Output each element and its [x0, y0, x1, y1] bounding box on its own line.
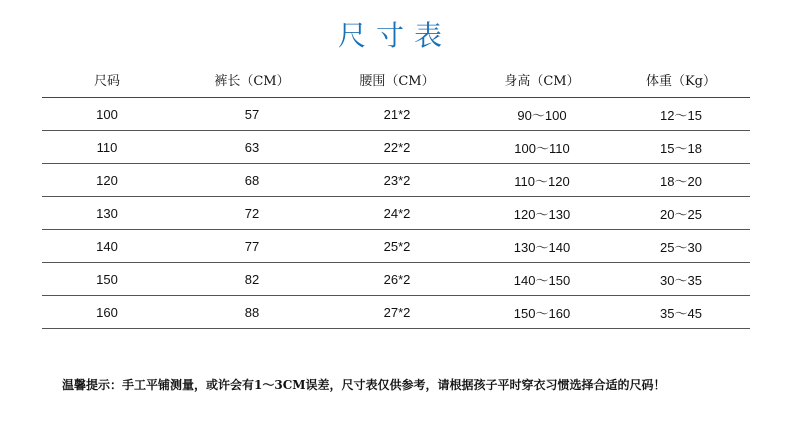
cell-waist: 22*2: [383, 139, 411, 155]
header-pants-length: 裤长（CM）: [214, 74, 290, 89]
cell-size: 110: [96, 139, 118, 155]
table-header-row: [42, 62, 750, 98]
cell-height: 120～130: [513, 206, 571, 222]
page-title: 尺寸表: [337, 19, 452, 52]
header-waist: 腰围（CM）: [359, 74, 435, 89]
cell-waist: 24*2: [383, 205, 411, 221]
cell-size: 120: [96, 172, 118, 188]
cell-pants-length: 88: [244, 304, 260, 320]
cell-waist: 25*2: [383, 238, 411, 254]
table-row: [42, 164, 750, 197]
cell-size: 150: [96, 271, 118, 287]
table-row: [42, 263, 750, 296]
table-row: [42, 296, 750, 329]
cell-pants-length: 57: [244, 106, 260, 122]
size-table: [42, 62, 750, 329]
header-size: 尺码: [93, 74, 120, 89]
cell-waist: 26*2: [383, 271, 411, 287]
cell-waist: 21*2: [383, 106, 411, 122]
cell-size: 130: [96, 205, 118, 221]
cell-pants-length: 68: [244, 172, 260, 188]
cell-weight: 18～20: [660, 173, 702, 189]
cell-pants-length: 82: [244, 271, 260, 287]
cell-pants-length: 72: [244, 205, 260, 221]
cell-height: 130～140: [513, 239, 571, 255]
cell-height: 140～150: [513, 272, 571, 288]
cell-weight: 30～35: [660, 272, 702, 288]
table-row: [42, 131, 750, 164]
cell-weight: 20～25: [660, 206, 702, 222]
table-row: [42, 197, 750, 230]
table-row: [42, 230, 750, 263]
cell-pants-length: 63: [244, 139, 260, 155]
cell-waist: 23*2: [383, 172, 411, 188]
cell-weight: 15～18: [660, 140, 702, 156]
cell-height: 150～160: [513, 305, 571, 321]
cell-weight: 12～15: [660, 107, 702, 123]
cell-weight: 25～30: [660, 239, 702, 255]
table-row: [42, 98, 750, 131]
cell-height: 100～110: [514, 140, 570, 156]
cell-size: 100: [96, 106, 118, 122]
cell-size: 140: [96, 238, 118, 254]
header-weight: 体重（Kg）: [645, 74, 717, 89]
cell-weight: 35～45: [660, 305, 702, 321]
header-height: 身高（CM）: [504, 74, 580, 89]
cell-waist: 27*2: [383, 304, 411, 320]
cell-height: 110～120: [514, 173, 570, 189]
cell-pants-length: 77: [244, 238, 260, 254]
measurement-note: 温馨提示：手工平铺测量，或许会有1～3CM误差，尺寸表仅供参考，请根据孩子平时穿衣习惯选择合适的尺码！: [62, 378, 666, 392]
cell-height: 90～100: [517, 107, 567, 123]
cell-size: 160: [96, 304, 118, 320]
